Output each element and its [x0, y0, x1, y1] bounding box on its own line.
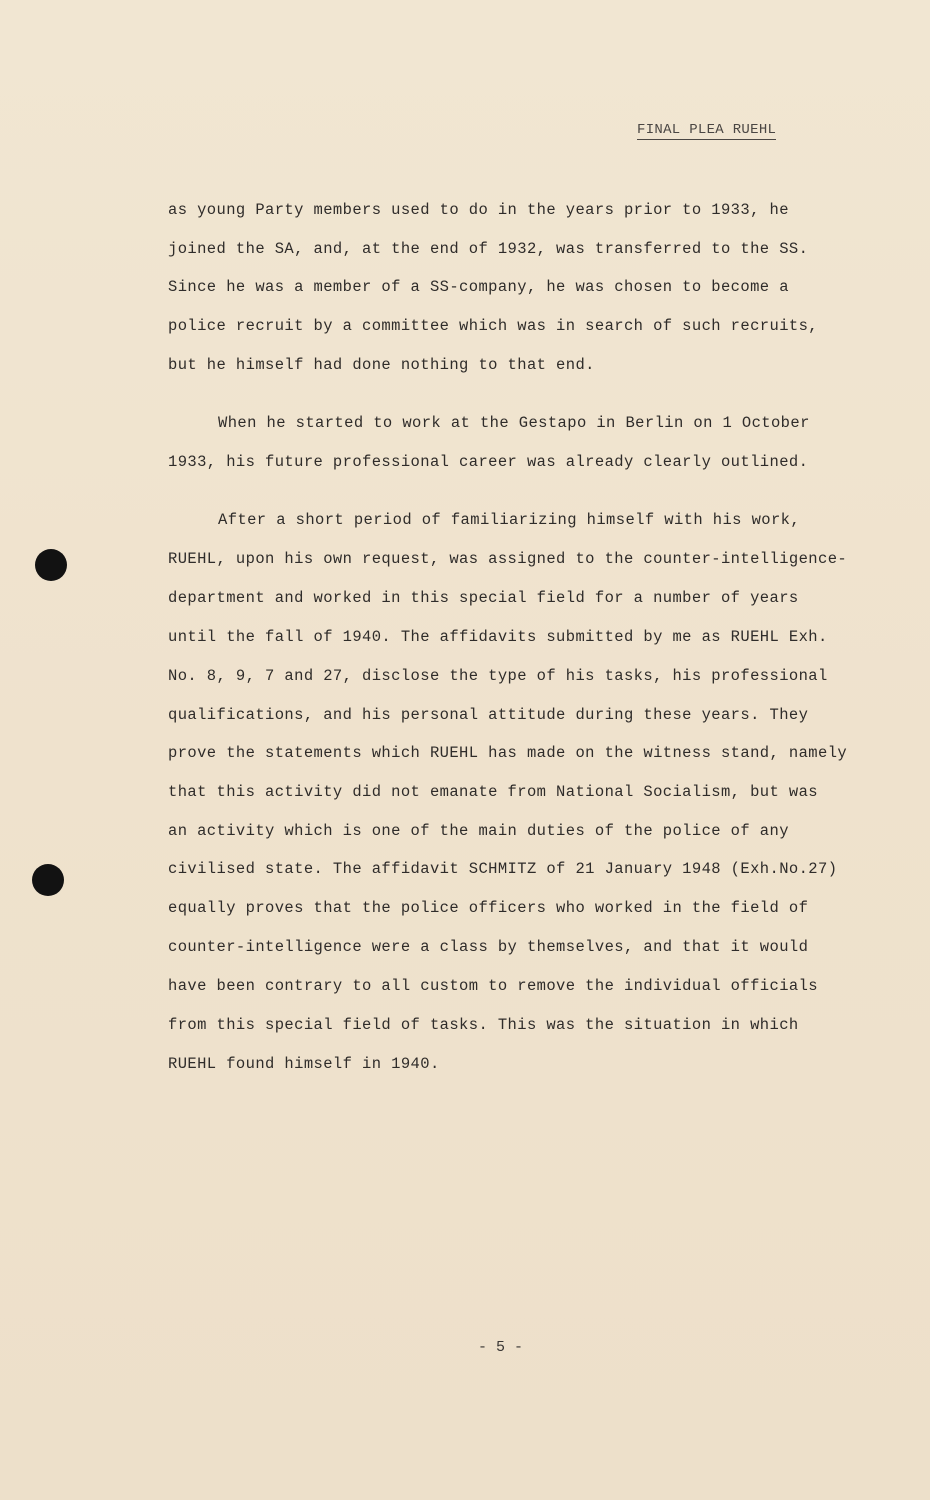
text-line: After a short period of familiarizing himself with his work,: [218, 511, 801, 529]
page-header: FINAL PLEA RUEHL: [637, 122, 777, 138]
text-line: counter-intelligence were a class by themselves, and that it would: [168, 938, 809, 956]
text-line: prove the statements which RUEHL has made on the witness stand, namely: [168, 744, 848, 762]
text-line: civilised state. The affidavit SCHMITZ of 21 January 1948 (Exh.No.27): [168, 860, 838, 878]
text-line: an activity which is one of the main duties of the police of any: [168, 822, 789, 840]
text-line: police recruit by a committee which was in search of such recruits,: [168, 317, 819, 335]
text-line: from this special field of tasks. This was the situation in which: [168, 1016, 799, 1034]
text-line: joined the SA, and, at the end of 1932, was transferred to the SS.: [168, 240, 809, 258]
punch-hole: [35, 549, 67, 581]
text-line: but he himself had done nothing to that end.: [168, 356, 595, 374]
text-line: equally proves that the police officers who worked in the field of: [168, 899, 809, 917]
text-line: Since he was a member of a SS-company, he was chosen to become a: [168, 278, 789, 296]
text-line: qualifications, and his personal attitude during these years. They: [168, 706, 809, 724]
text-line: RUEHL, upon his own request, was assigned to the counter-intelligence-: [168, 550, 848, 568]
text-line: No. 8, 9, 7 and 27, disclose the type of his tasks, his professional: [168, 667, 828, 685]
text-line: When he started to work at the Gestapo in Berlin on 1 October: [218, 414, 810, 432]
text-line: have been contrary to all custom to remove the individual officials: [168, 977, 819, 995]
text-line: RUEHL found himself in 1940.: [168, 1055, 440, 1073]
punch-hole: [32, 864, 64, 896]
text-line: until the fall of 1940. The affidavits submitted by me as RUEHL Exh.: [168, 628, 828, 646]
text-line: that this activity did not emanate from National Socialism, but was: [168, 783, 819, 801]
text-line: as young Party members used to do in the years prior to 1933, he: [168, 201, 789, 219]
text-line: department and worked in this special field for a number of years: [168, 589, 799, 607]
text-line: 1933, his future professional career was already clearly outlined.: [168, 453, 809, 471]
page-number: - 5 -: [478, 1339, 524, 1356]
